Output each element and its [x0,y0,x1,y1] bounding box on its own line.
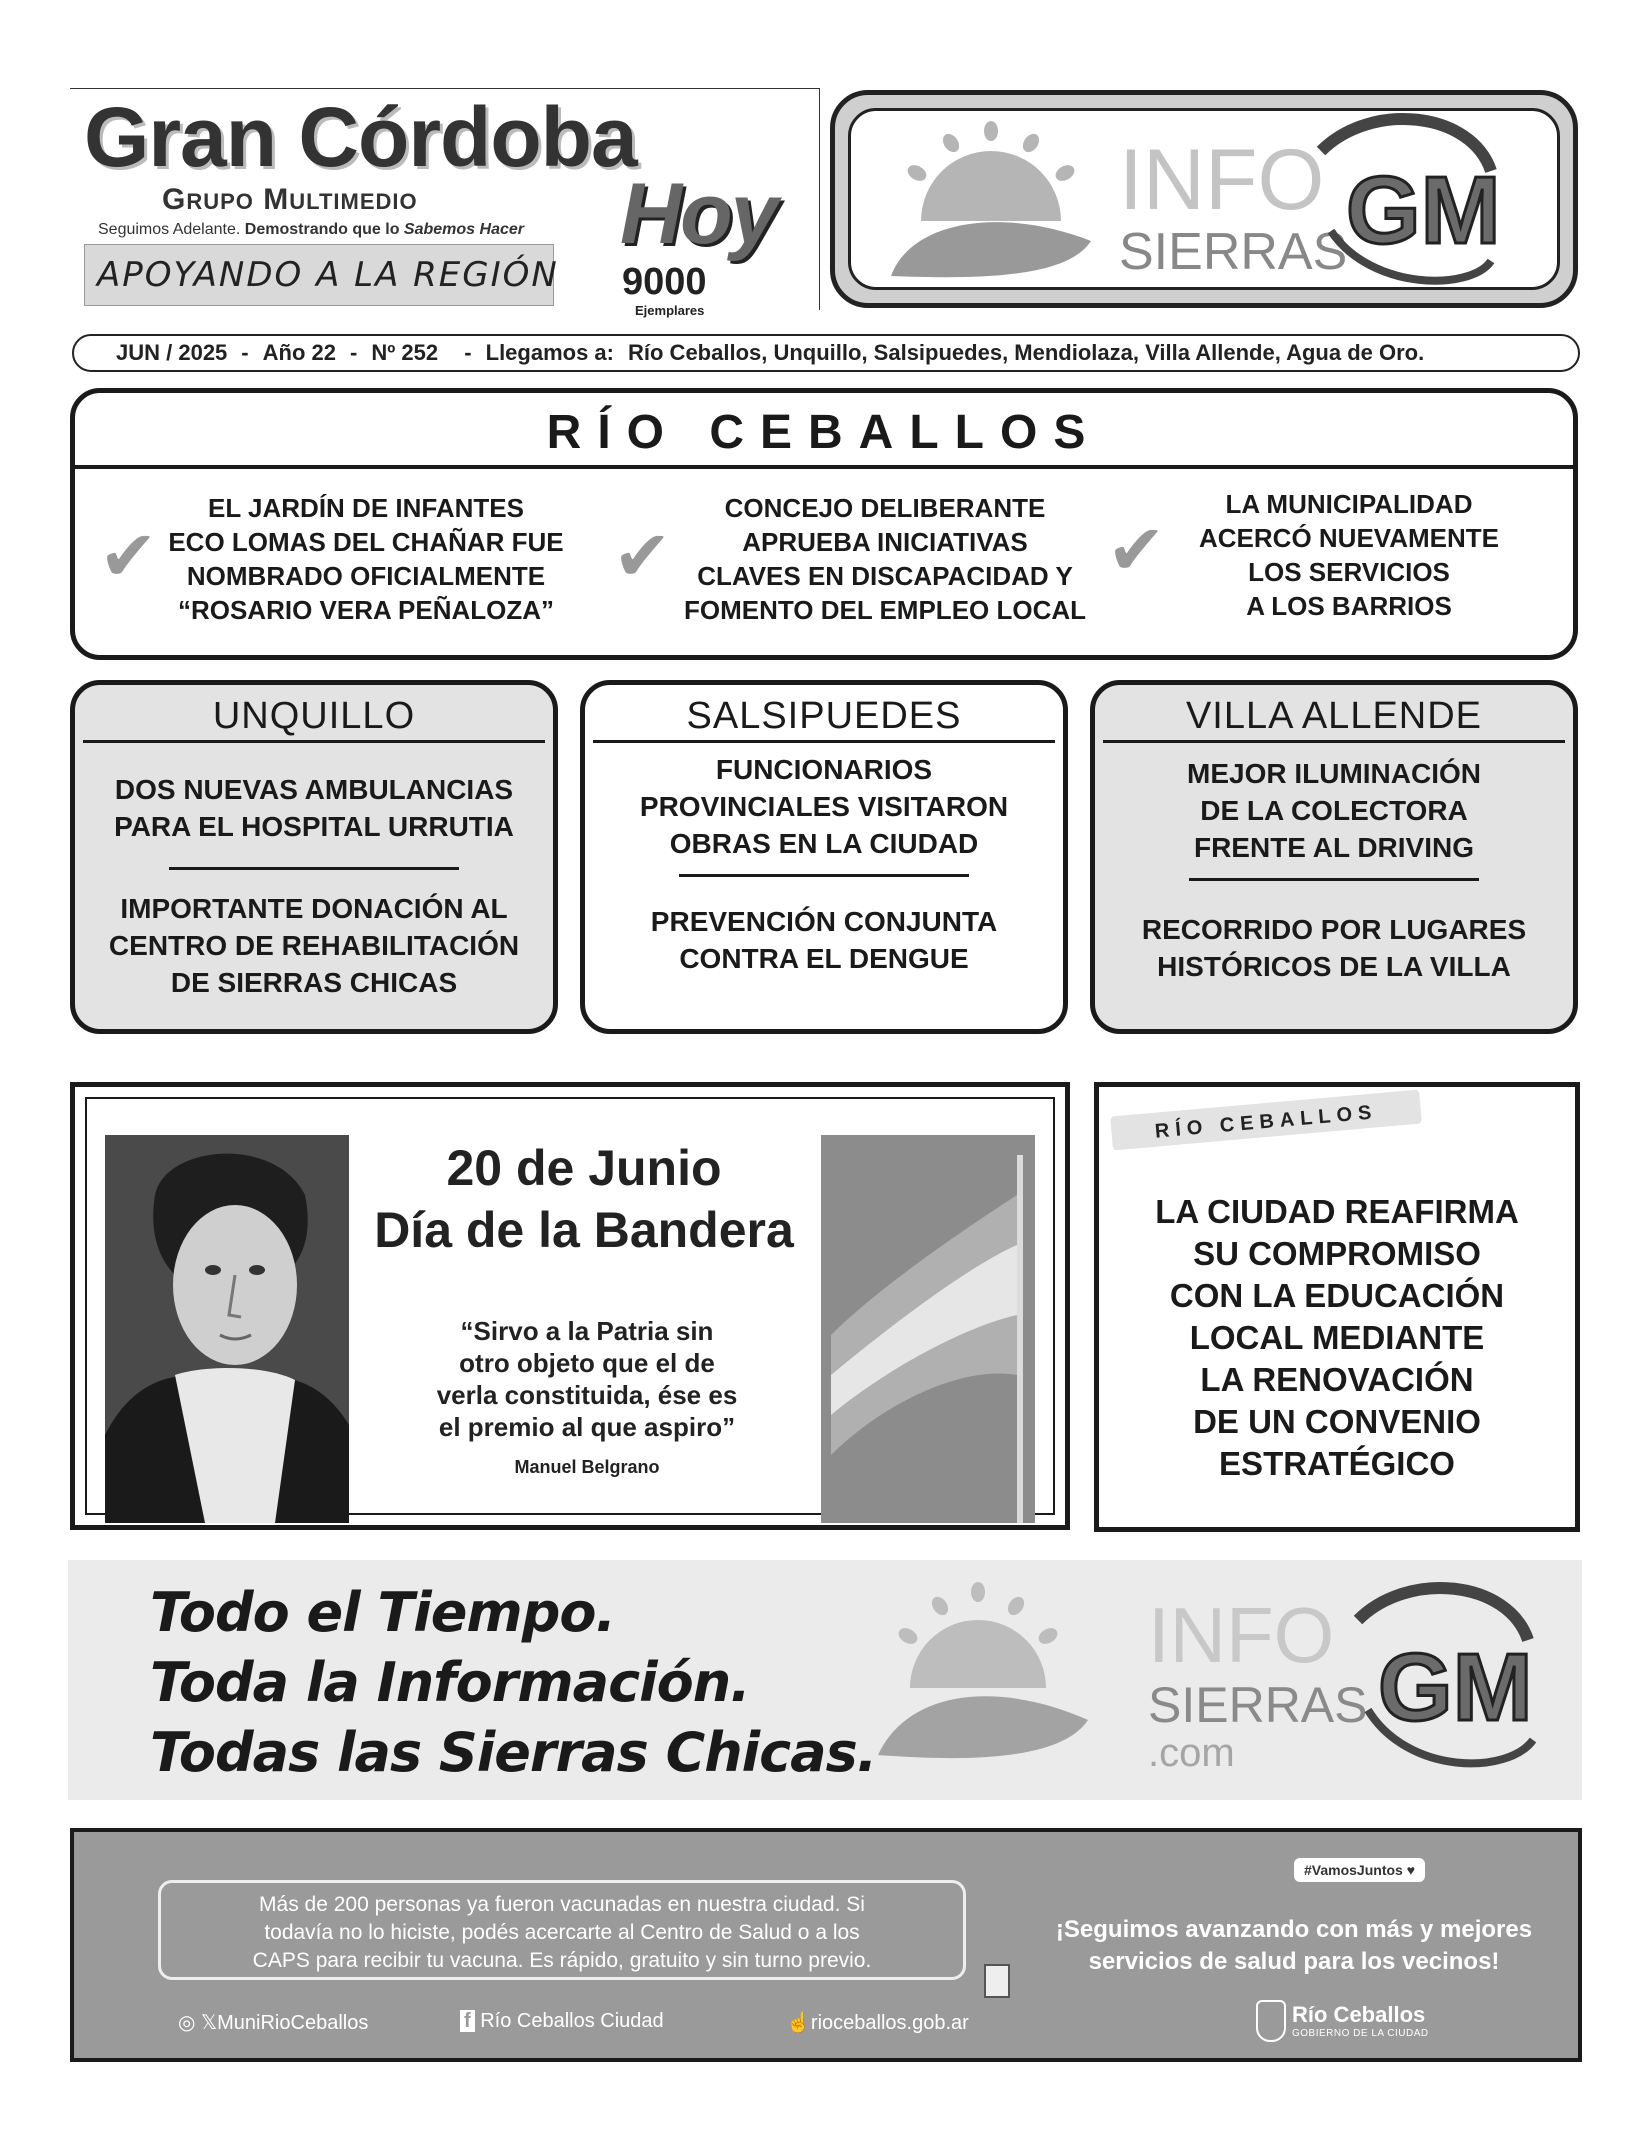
villa-allende-section [1090,680,1578,1034]
hashtag-badge: #VamosJuntos ♥ [1294,1858,1425,1882]
slogan: Seguimos Adelante. Demostrando que lo Sabemos Hacer [98,221,524,238]
vaccination-ad [70,1828,1582,2062]
vaccination-headline: ¡Seguimos avanzando con más y mejores servicios de salud para los vecinos! [1055,1916,1533,1975]
support-banner: APOYANDO A LA REGIÓN [84,244,554,306]
headline-dengue[interactable]: PREVENCIÓN CONJUNTA CONTRA EL DENGUE [650,906,998,974]
copies-label: Ejemplares [635,303,705,318]
unquillo-section [70,680,558,1034]
hoy-wordmark: Hoy [620,166,777,262]
headline-donacion[interactable]: IMPORTANTE DONACIÓN AL CENTRO DE REHABILITACIÓN DE SIERRAS CHICAS [108,893,520,998]
sun-icon [896,1582,1060,1688]
quote-author: Manuel Belgrano [514,1457,660,1477]
salsipuedes-section [580,680,1068,1034]
section-title: UNQUILLO [83,685,545,743]
sierras-text: SIERRAS [1119,223,1348,281]
city-shield-icon [1256,2000,1286,2042]
facebook-icon: f [460,2010,475,2032]
info-sierras-logo [851,111,1560,290]
headline-funcionarios[interactable]: FUNCIONARIOS PROVINCIALES VISITARON OBRAS EN LA CIUDAD [639,754,1009,859]
x-icon: 𝕏 [201,2012,218,2034]
hill-icon [878,1696,1088,1758]
info-text: INFO [1148,1591,1335,1679]
section-title: RÍO CEBALLOS [75,393,1573,469]
section-title: VILLA ALLENDE [1103,685,1565,743]
gm-text: GM [1346,157,1501,264]
section-tag: RÍO CEBALLOS [1110,1090,1422,1151]
copies-count: 9000 [622,261,707,303]
pointer-icon: ☝ [786,2012,811,2034]
check-icon: ✔ [613,515,672,597]
promo-slogan: Todo el Tiempo. Toda la Información. Todas las Sierras Chicas. [150,1581,877,1784]
headline-recorrido[interactable]: RECORRIDO POR LUGARES HISTÓRICOS DE LA VILLA [1141,914,1527,982]
sun-icon [905,121,1077,221]
divider [679,874,969,877]
divider [1189,878,1479,881]
info-sierras-promo[interactable] [68,1560,1582,1800]
info-text: INFO [1119,132,1325,228]
hill-icon [891,222,1091,277]
section-title: SALSIPUEDES [593,685,1055,743]
masthead [70,88,820,318]
rio-ceballos-section [70,388,1578,660]
sierras-text: SIERRAS [1148,1677,1368,1733]
ad-date: 20 de Junio [446,1140,722,1196]
headline-iluminacion[interactable]: MEJOR ILUMINACIÓN DE LA COLECTORA FRENTE AL DRIVING [1187,758,1481,863]
heart-icon: ♥ [1406,1862,1416,1878]
headline-ambulancias[interactable]: DOS NUEVAS AMBULANCIAS PARA EL HOSPITAL URRUTIA [114,774,514,842]
edition-bar: JUN / 2025 - Año 22 - Nº 252 - Llegamos a: Río Ceballos, Unquillo, Salsipuedes, Mendiolaza, Villa Allende, Agua de Oro. [72,334,1580,372]
check-icon: ✔ [99,515,158,597]
belgrano-quote: “Sirvo a la Patria sin otro objeto que el de verla constituida, ése es el premio al que aspiro” [436,1316,738,1442]
education-headline: LA CIUDAD REAFIRMA SU COMPROMISO CON LA EDUCACIÓN LOCAL MEDIANTE LA RENOVACIÓN DE UN CONVENIO ESTRATÉGICO [1155,1193,1519,1482]
belgrano-portrait [105,1135,349,1523]
newspaper-title: Gran Córdoba [84,90,637,184]
headline-jardin[interactable]: EL JARDÍN DE INFANTES ECO LOMAS DEL CHAÑAR FUE NOMBRADO OFICIALMENTE “ROSARIO VERA PEÑALOZA” [168,493,564,625]
ad-title: Día de la Bandera [374,1202,794,1258]
info-sierras-banner[interactable] [830,90,1578,308]
instagram-icon: ◎ [178,2012,196,2034]
social-facebook-link[interactable]: f Río Ceballos Ciudad [460,2010,664,2033]
website-link[interactable]: ☝rioceballos.gob.ar [786,2012,969,2034]
vaccination-message: Más de 200 personas ya fueron vacunadas en nuestra ciudad. Si todavía no lo hiciste, podés acercarte al Centro de Salud o a los CAPS para recibir tu vacuna. Es rápido, gratuito y sin turno previo. [158,1880,966,1980]
headline-concejo[interactable]: CONCEJO DELIBERANTE APRUEBA INICIATIVAS CLAVES EN DISCAPACIDAD Y FOMENTO DEL EMPLEO LOCAL [683,493,1087,625]
dotcom-text: .com [1148,1731,1235,1775]
argentina-flag-image [821,1135,1035,1523]
check-icon: ✔ [1107,509,1166,591]
group-name: GRUPO MULTIMEDIO [162,183,418,216]
info-sierras-logo [848,1570,1568,1790]
education-article[interactable] [1094,1082,1580,1532]
gm-text: GM [1378,1634,1533,1741]
social-x-link[interactable]: ◎ 𝕏MuniRioCeballos [178,2012,369,2034]
headline-municipalidad[interactable]: LA MUNICIPALIDAD ACERCÓ NUEVAMENTE LOS SERVICIOS A LOS BARRIOS [1199,489,1499,621]
dia-de-la-bandera-ad [70,1082,1070,1530]
city-logo-name: Río Ceballos [1292,2002,1426,2027]
divider [169,867,459,870]
city-logo-subtitle: GOBIERNO DE LA CIUDAD [1292,2028,1429,2039]
